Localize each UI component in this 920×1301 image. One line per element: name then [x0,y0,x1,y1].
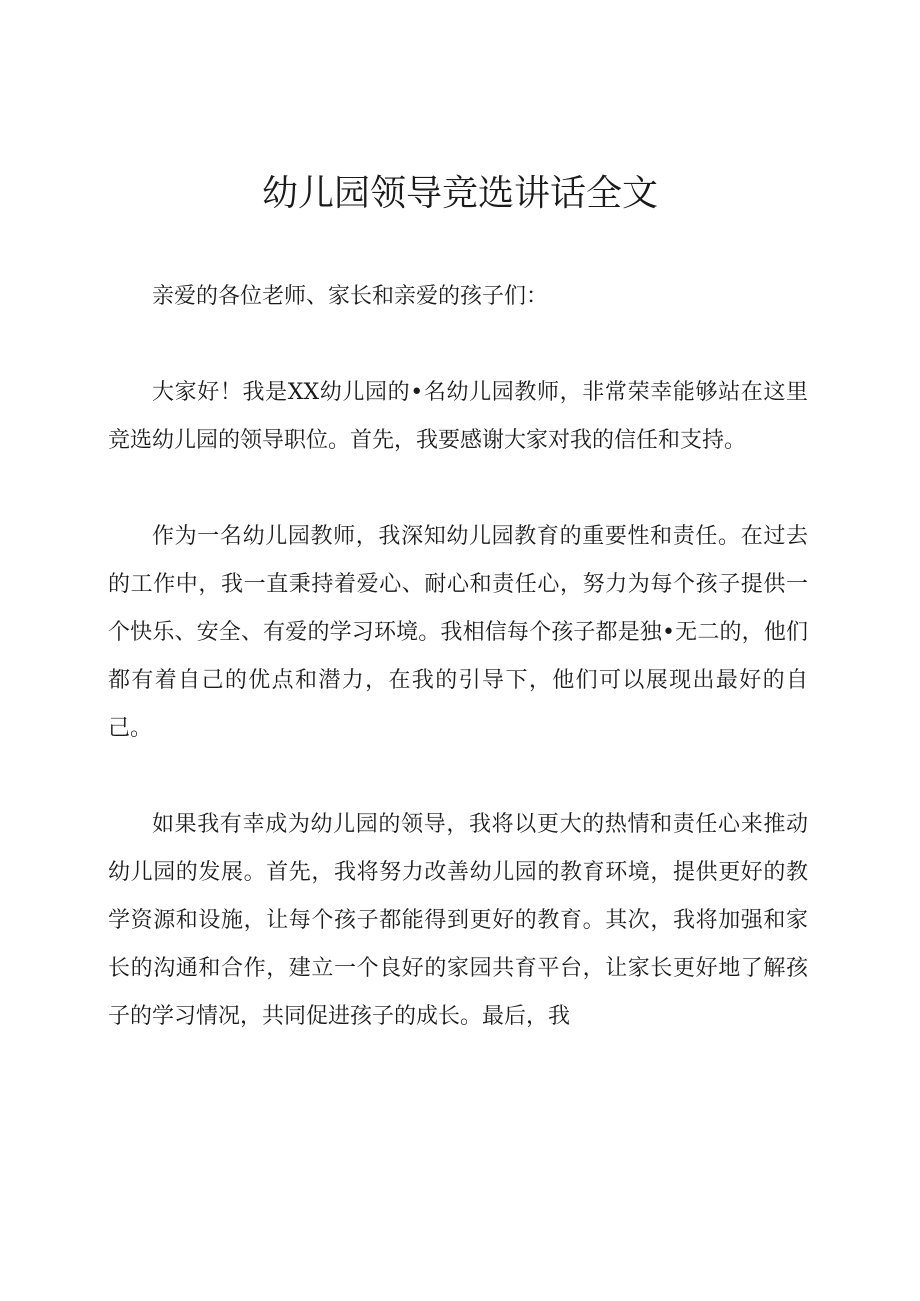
experience-paragraph: 作为一名幼儿园教师，我深知幼儿园教育的重要性和责任。在过去的工作中，我一直秉持着爱心、耐心和责任心，努力为每个孩子提供一个快乐、安全、有爱的学习环境。我相信每个孩子都是独•无二的，他们都有着自己的优点和潜力，在我的引导下，他们可以展现出最好的自己。 [108,524,808,741]
document-title: 幼儿园领导竞选讲话全文 [261,173,658,214]
salutation-paragraph: 亲爱的各位老师、家长和亲爱的孩子们： [152,284,549,309]
greeting-paragraph: 大家好！我是XX幼儿园的•名幼儿园教师，非常荣幸能够站在这里竞选幼儿园的领导职位。首先，我要感谢大家对我的信任和支持。 [108,380,808,453]
plan-paragraph: 如果我有幸成为幼儿园的领导，我将以更大的热情和责任心来推动幼儿园的发展。首先，我将努力改善幼儿园的教育环境，提供更好的教学资源和设施，让每个孩子都能得到更好的教育。其次，我将加强和家长的沟通和合作，建立一个良好的家园共育平台，让家长更好地了解孩子的学习情况，共同促进孩子的成长。最后，我 [108,812,808,1029]
document-body [108,273,808,1089]
